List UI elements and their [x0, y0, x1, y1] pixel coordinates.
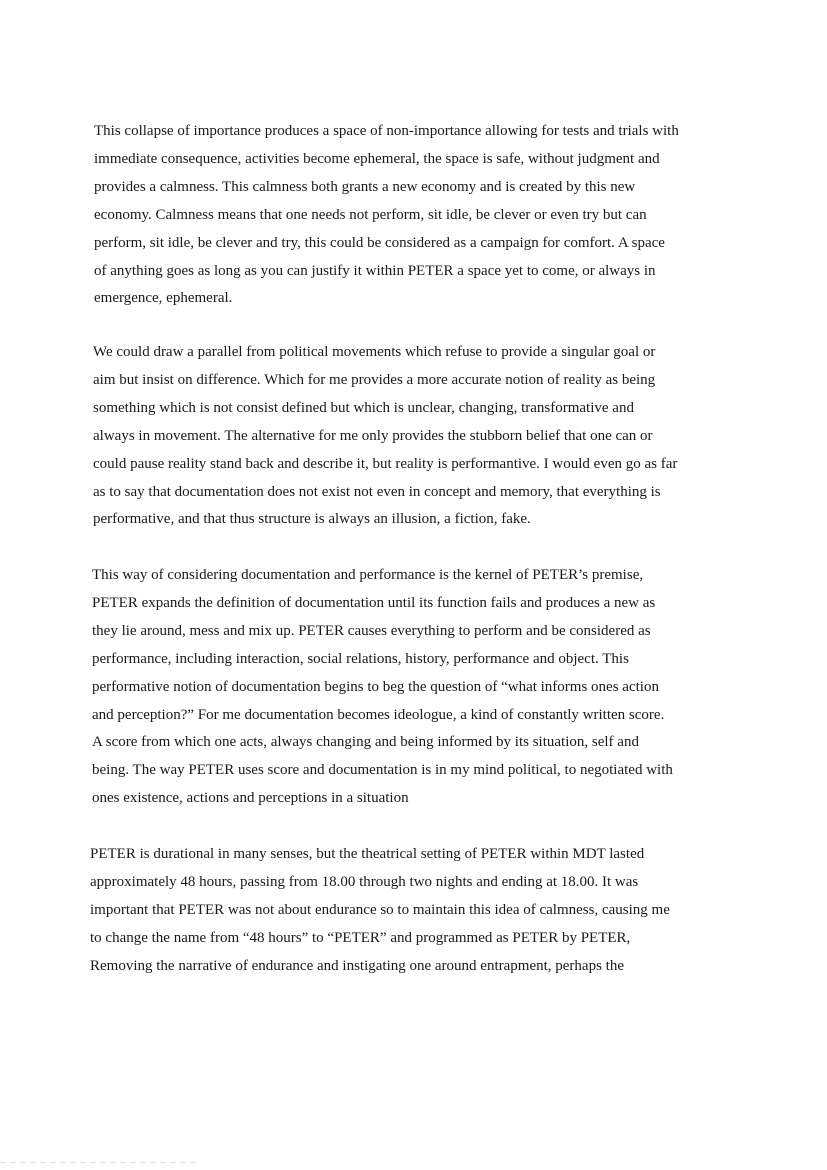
- text-line: approximately 48 hours, passing from 18.00 through two nights and ending at 18.00. It was: [90, 873, 639, 890]
- text-line: PETER expands the definition of documentation until its function fails and produces a new as: [92, 594, 656, 611]
- text-line: Removing the narrative of endurance and instigating one around entrapment, perhaps the: [90, 957, 624, 974]
- text-line: economy. Calmness means that one needs not perform, sit idle, be clever or even try but can: [94, 206, 647, 223]
- text-line: immediate consequence, activities become ephemeral, the space is safe, without judgment and: [94, 150, 660, 167]
- text-line: We could draw a parallel from political movements which refuse to provide a singular goal or: [93, 344, 656, 360]
- text-line: important that PETER was not about endurance so to maintain this idea of calmness, causing me: [90, 901, 670, 918]
- paragraph-1: [94, 118, 679, 313]
- text-line: emergence, ephemeral.: [94, 290, 233, 307]
- scan-artifact: [0, 1162, 200, 1163]
- paragraph-2: [93, 339, 677, 534]
- text-line: and perception?” For me documentation becomes ideologue, a kind of constantly written score.: [92, 706, 665, 723]
- text-line: being. The way PETER uses score and documentation is in my mind political, to negotiated with: [92, 762, 673, 779]
- text-line: performative, and that thus structure is always an illusion, a fiction, fake.: [93, 511, 531, 528]
- paragraph-4: [90, 841, 670, 981]
- text-line: they lie around, mess and mix up. PETER causes everything to perform and be considered as: [92, 622, 651, 639]
- text-line: performance, including interaction, social relations, history, performance and object. This: [92, 650, 629, 667]
- text-line: something which is not consist defined but which is unclear, changing, transformative and: [93, 399, 634, 416]
- text-line: as to say that documentation does not exist not even in concept and memory, that everything is: [93, 483, 661, 500]
- text-line: of anything goes as long as you can justify it within PETER a space yet to come, or always in: [94, 262, 656, 279]
- text-line: This collapse of importance produces a space of non-importance allowing for tests and trials with: [94, 123, 679, 139]
- text-line: could pause reality stand back and describe it, but reality is performantive. I would even go as far: [93, 455, 678, 472]
- text-line: always in movement. The alternative for me only provides the stubborn belief that one can or: [93, 427, 653, 444]
- text-line: perform, sit idle, be clever and try, this could be considered as a campaign for comfort. A space: [94, 234, 665, 251]
- text-line: This way of considering documentation and performance is the kernel of PETER’s premise,: [92, 567, 644, 583]
- text-line: aim but insist on difference. Which for me provides a more accurate notion of reality as being: [93, 371, 656, 388]
- text-line: to change the name from “48 hours” to “PETER” and programmed as PETER by PETER,: [90, 929, 631, 946]
- text-line: performative notion of documentation begins to beg the question of “what informs ones action: [92, 678, 659, 695]
- text-line: PETER is durational in many senses, but the theatrical setting of PETER within MDT lasted: [90, 846, 645, 862]
- text-line: ones existence, actions and perceptions in a situation: [92, 790, 409, 807]
- text-line: provides a calmness. This calmness both grants a new economy and is created by this new: [94, 178, 636, 195]
- paragraph-3: [92, 562, 673, 813]
- text-line: A score from which one acts, always changing and being informed by its situation, self and: [92, 734, 639, 751]
